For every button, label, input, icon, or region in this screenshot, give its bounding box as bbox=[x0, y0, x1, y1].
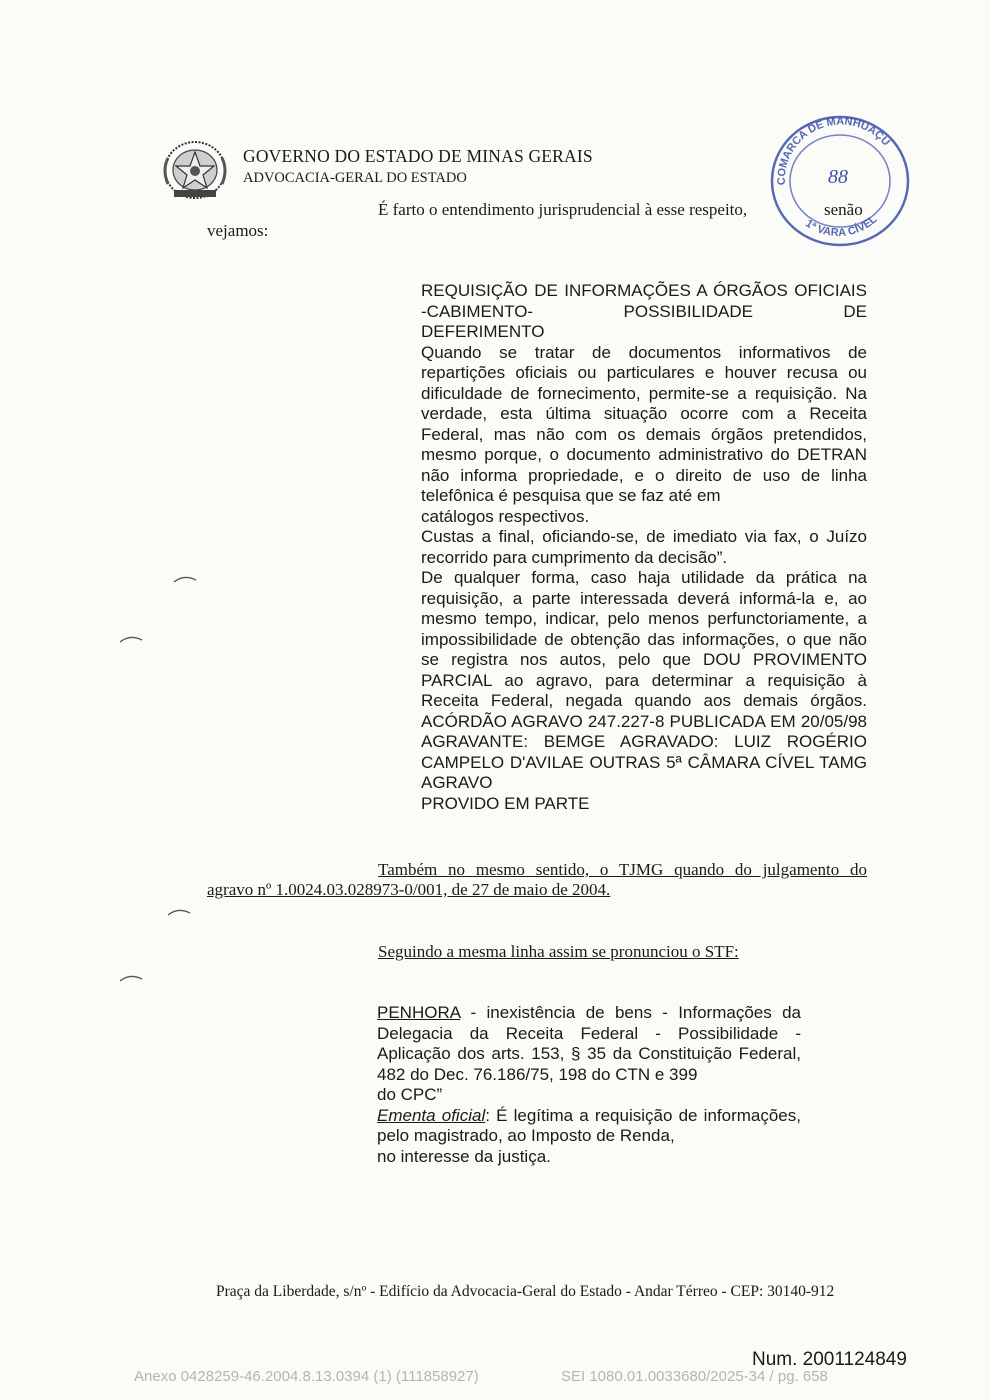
ementa-text: : É legítima a requisição de informações, pelo magistrado, ao Imposto de Renda, bbox=[377, 1105, 801, 1145]
stamp-page-number: 88 bbox=[828, 166, 848, 188]
intro-text-right: senão bbox=[824, 200, 863, 219]
stamp-bottom-text: 1ª VARA CÍVEL bbox=[803, 213, 880, 240]
tjmg-reference-line2: agravo nº 1.0024.03.028973-0/001, de 27 de maio de 2004. bbox=[207, 880, 611, 899]
quote2-penhora-end: do CPC” bbox=[377, 1085, 443, 1104]
intro-continuation: vejamos: bbox=[207, 221, 269, 240]
header-government-title: GOVERNO DO ESTADO DE MINAS GERAIS bbox=[243, 146, 593, 166]
tjmg-reference-line1: Também no mesmo sentido, o TJMG quando do julgamento do bbox=[378, 860, 867, 879]
scan-mark bbox=[118, 634, 144, 644]
scan-mark bbox=[172, 574, 198, 584]
scan-mark bbox=[166, 907, 192, 917]
jurisprudence-quote-stf bbox=[377, 1003, 801, 1167]
penhora-label: PENHORA bbox=[377, 1003, 461, 1022]
quote1-paragraph1-end: catálogos respectivos. bbox=[421, 506, 590, 526]
stf-intro: Seguindo a mesma linha assim se pronunciou o STF: bbox=[378, 942, 739, 961]
quote1-paragraph1: Quando se tratar de documentos informativos de repartições oficiais ou particulares e houver recusa ou dificuldade de fornecimento, permite-se a requisição. Na verdade, esta última situação ocorre com a Receita Federal, mas não com os demais órgãos pretendidos, mesmo porque, o documento administrativo do DETRAN não informa propriedade, e o direito de uso de linha telefônica é pesquisa que se faz até em bbox=[421, 342, 867, 505]
court-stamp bbox=[760, 103, 915, 253]
anexo-reference: Anexo 0428259-46.2004.8.13.0394 (1) (111858927) bbox=[134, 1368, 479, 1385]
coat-of-arms-icon bbox=[160, 138, 230, 204]
ementa-label: Ementa oficial bbox=[377, 1105, 486, 1125]
sei-reference: SEI 1080.01.0033680/2025-34 / pg. 658 bbox=[561, 1368, 828, 1385]
quote1-heading-line1: REQUISIÇÃO DE INFORMAÇÕES A ÓRGÃOS OFICIAIS -CABIMENTO- POSSIBILIDADE DE bbox=[421, 281, 867, 321]
quote1-paragraph3-end: PROVIDO EM PARTE bbox=[421, 793, 590, 813]
intro-paragraph bbox=[378, 200, 863, 220]
quote1-heading-line2: DEFERIMENTO bbox=[421, 322, 545, 341]
quote1-paragraph2-end: recorrido para cumprimento da decisão”. bbox=[421, 547, 728, 567]
system-watermark bbox=[134, 1368, 828, 1385]
quote1-paragraph2: Custas a final, oficiando-se, de imediato via fax, o Juízo bbox=[421, 527, 867, 546]
intro-text-left: É farto o entendimento jurisprudencial à esse respeito, bbox=[378, 200, 748, 219]
scan-mark bbox=[118, 973, 144, 983]
quote2-ementa bbox=[377, 1106, 801, 1147]
quote1-paragraph3: De qualquer forma, caso haja utilidade da prática na requisição, a parte interessada deverá informá-la e, ao mesmo tempo, indicar, pelo menos perfunctoriamente, a impossibilidade de obtenção das informações, o que não se registra nos autos, pelo que DOU PROVIMENTO PARCIAL ao agravo, para determinar a requisição à Receita Federal, negada quando aos demais órgãos. ACÓRDÃO AGRAVO 247.227-8 PUBLICADA EM 20/05/98 AGRAVANTE: BEMGE AGRAVADO: LUIZ ROGÉRIO CAMPELO D'AVILAE OUTRAS 5ª CÂMARA CÍVEL TAMG AGRAVO bbox=[421, 568, 867, 792]
penhora-text: - inexistência de bens - Informações da Delegacia da Receita Federal - Possibilidade - Aplicação dos arts. 153, § 35 da Constituição Federal, 482 do Dec. 76.186/75, 198 do CTN e 399 bbox=[377, 1003, 801, 1084]
quote2-penhora bbox=[377, 1003, 801, 1085]
document-number: Num. 2001124849 bbox=[752, 1349, 907, 1370]
quote2-ementa-end: no interesse da justiça. bbox=[377, 1146, 551, 1166]
stamp-top-text: COMARCA DE MANHUAÇU bbox=[775, 115, 892, 186]
tjmg-reference bbox=[207, 860, 867, 900]
jurisprudence-quote-tamg bbox=[421, 281, 867, 814]
footer-address: Praça da Liberdade, s/nº - Edifício da Advocacia-Geral do Estado - Andar Térreo - CEP: 30140-912 bbox=[216, 1283, 835, 1300]
header-agency-title: ADVOCACIA-GERAL DO ESTADO bbox=[243, 170, 467, 186]
